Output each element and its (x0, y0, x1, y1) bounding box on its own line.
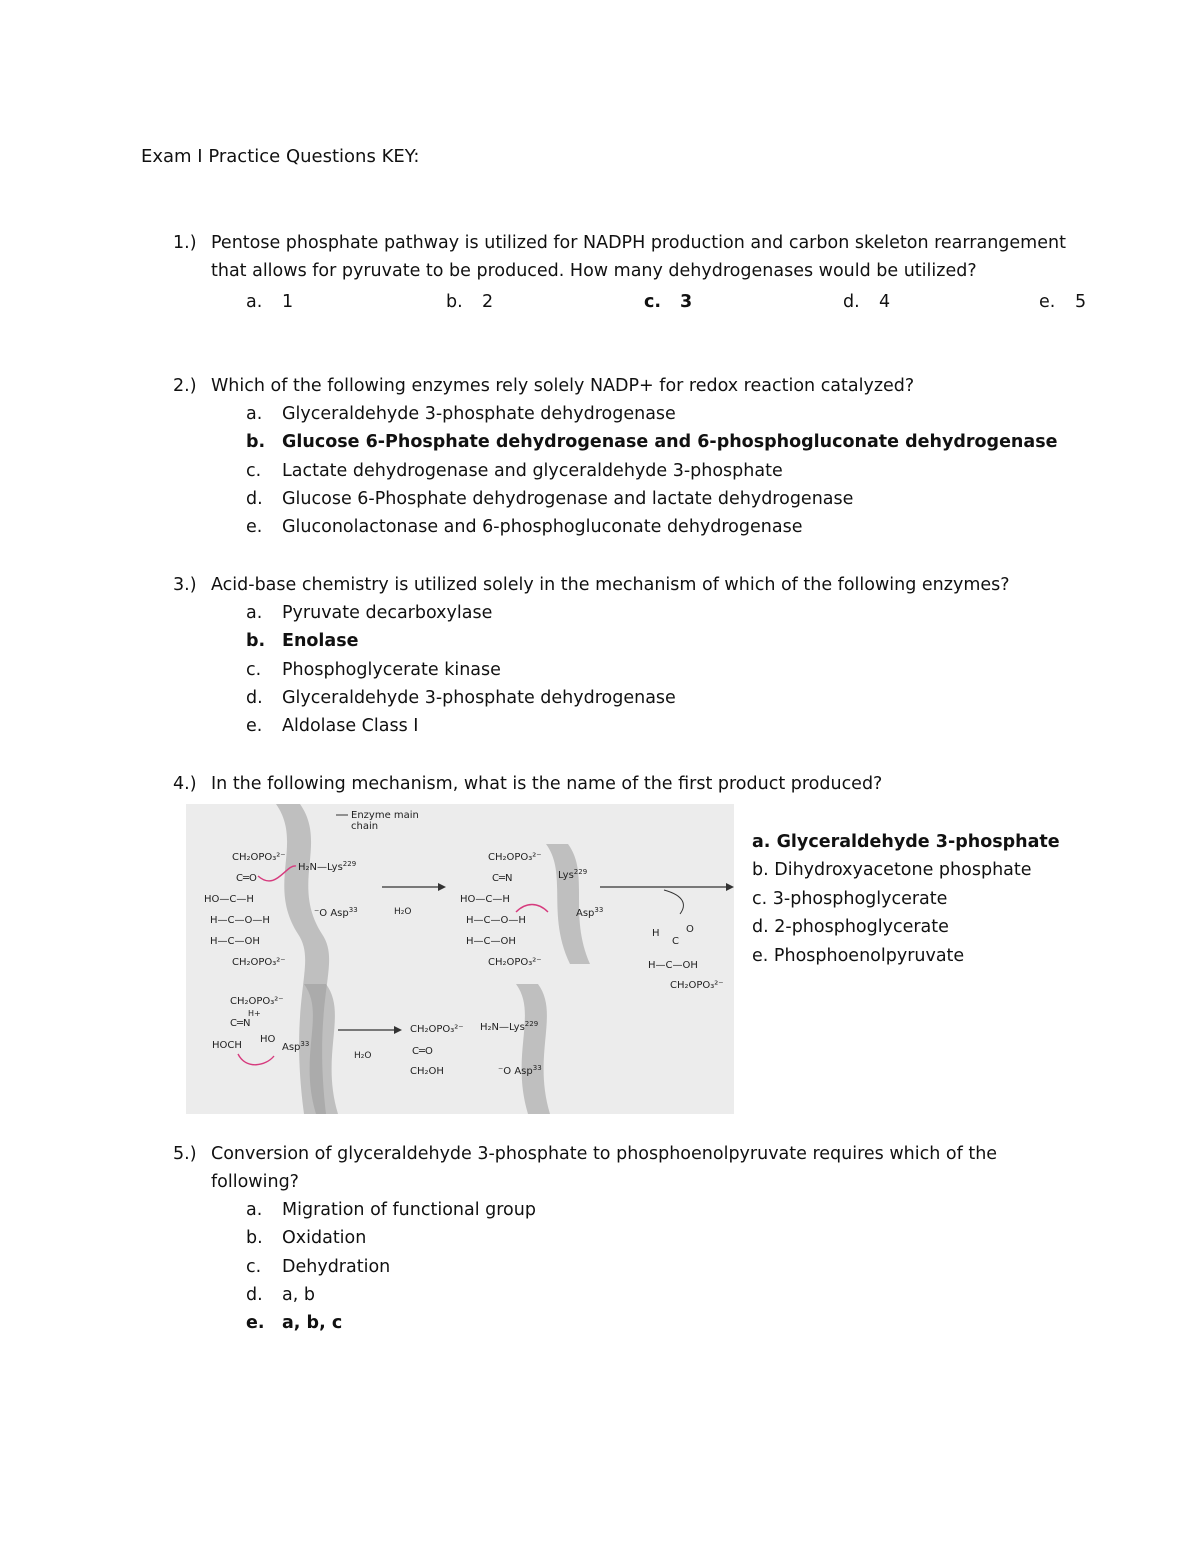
option-a (246, 288, 293, 316)
option-text: Dehydration (282, 1256, 391, 1277)
question-number: 5.) (173, 1144, 197, 1164)
option-text: Glyceraldehyde 3-phosphate dehydrogenase (282, 404, 676, 424)
option-text: 1 (282, 292, 294, 312)
enzyme-chain-ribbon-2 (546, 844, 590, 964)
option-letter: d. (752, 917, 769, 938)
option-a (246, 599, 1073, 627)
option-text: Glucose 6-Phosphate dehydrogenase and lactate dehydrogenase (282, 488, 854, 509)
option-text: Glyceraldehyde 3-phosphate dehydrogenase (282, 687, 676, 708)
option-text: 3 (680, 292, 693, 312)
release-arrow (664, 890, 683, 914)
intermediate-ch2opo3-top: CH₂OPO₃²⁻ (488, 852, 542, 863)
option-letter: a. (246, 292, 263, 312)
option-letter: b. (246, 631, 266, 652)
water-1: H₂O (394, 907, 412, 917)
option-letter: e. (1039, 292, 1056, 312)
option-letter: c. (246, 460, 262, 481)
option-c (246, 1253, 1073, 1281)
option-a-correct (752, 828, 1060, 856)
asp-residue-3: Asp$^{33}$ (282, 1040, 310, 1053)
option-letter: d. (843, 292, 860, 312)
product-h: H (652, 928, 660, 939)
option-text: Migration of functional group (282, 1200, 536, 1220)
dhap-carbonyl: C═O (412, 1046, 433, 1057)
enzyme-label-line2: chain (351, 821, 379, 832)
enamine-ho: HO (260, 1034, 276, 1045)
option-letter: a. (246, 404, 263, 424)
dhap-ch2opo3: CH₂OPO₃²⁻ (410, 1024, 464, 1035)
question-text: In the following mechanism, what is the name of the first product produced? (211, 774, 883, 794)
option-b (752, 856, 1060, 884)
substrate-ho-c-h: HO—C—H (204, 894, 254, 905)
question-number: 1.) (173, 233, 197, 253)
option-letter: b. (246, 1228, 263, 1249)
dhap-ch2oh: CH₂OH (410, 1066, 444, 1077)
option-letter: c. (246, 1256, 262, 1277)
lys-amine-1: H₂N—Lys$^{229}$ (298, 860, 357, 873)
intermediate-h-c-o-h: H—C—O—H (466, 915, 526, 926)
product-carbon: C (672, 936, 679, 947)
option-text: Enolase (282, 631, 359, 652)
product-ch2opo3: CH₂OPO₃²⁻ (670, 980, 724, 991)
enamine-ch2opo3: CH₂OPO₃²⁻ (230, 996, 284, 1007)
arrowhead-1 (438, 883, 446, 891)
option-text: Aldolase Class I (282, 716, 419, 737)
substrate-carbonyl: C═O (236, 873, 257, 884)
question-text: Conversion of glyceraldehyde 3-phosphate to phosphoenolpyruvate requires which of the following? (211, 1144, 998, 1192)
lys-amine-regenerated: H₂N—Lys$^{229}$ (480, 1020, 539, 1033)
option-c (246, 457, 1073, 485)
option-c (246, 656, 1073, 684)
substrate-ch2opo3-bottom: CH₂OPO₃²⁻ (232, 957, 286, 968)
option-text: 4 (879, 292, 891, 312)
substrate-h-c-oh: H—C—OH (210, 936, 260, 947)
question-1 (173, 229, 1087, 318)
option-d (246, 485, 1073, 513)
question-number: 3.) (173, 575, 197, 595)
option-e (1039, 288, 1086, 316)
arrowhead-3 (394, 1026, 402, 1034)
question-2 (173, 372, 1073, 541)
substrate-h-c-o-h: H—C—O—H (210, 915, 270, 926)
option-text: 2 (482, 292, 494, 312)
asp-residue-1: ⁻O Asp$^{33}$ (314, 906, 358, 919)
intermediate-ho-c-h: HO—C—H (460, 894, 510, 905)
option-letter: a. (752, 832, 771, 852)
question-number: 2.) (173, 376, 197, 396)
asp-residue-2: Asp$^{33}$ (576, 906, 604, 919)
option-d (246, 1281, 1073, 1309)
option-letter: c. (644, 292, 662, 312)
question-3 (173, 571, 1073, 740)
question-number: 4.) (173, 774, 197, 794)
arrowhead-2 (726, 883, 734, 891)
option-d (246, 684, 1073, 712)
option-b (246, 1224, 1073, 1252)
option-list (246, 288, 1086, 318)
option-c-correct (644, 288, 692, 316)
option-letter: e. (752, 945, 769, 966)
question-5 (173, 1140, 1073, 1337)
option-e (246, 712, 1073, 740)
option-letter: a. (246, 603, 263, 623)
option-letter: e. (246, 1313, 265, 1334)
option-text: Pyruvate decarboxylase (282, 603, 493, 623)
enamine-imine: C═N (230, 1018, 251, 1029)
electron-arrow-3 (238, 1054, 274, 1065)
intermediate-ch2opo3-bottom: CH₂OPO₃²⁻ (488, 957, 542, 968)
option-letter: a. (246, 1200, 263, 1220)
option-letter: e. (246, 716, 263, 737)
option-text: Phosphoglycerate kinase (282, 659, 501, 680)
asp-residue-regenerated: ⁻O Asp$^{33}$ (498, 1064, 542, 1077)
option-letter: d. (246, 1284, 263, 1305)
product-oxygen: O (686, 924, 694, 935)
option-c (752, 885, 1060, 913)
option-text: Lactate dehydrogenase and glyceraldehyde 3-phosphate (282, 460, 783, 481)
aldolase-mechanism-figure (186, 804, 734, 1114)
option-d (843, 288, 890, 316)
option-text: Oxidation (282, 1228, 367, 1249)
option-text: Glyceraldehyde 3-phosphate (776, 832, 1060, 852)
intermediate-imine: C═N (492, 873, 513, 884)
option-text: a, b, c (282, 1313, 343, 1334)
option-b-correct (246, 428, 1073, 456)
option-letter: c. (752, 888, 768, 909)
option-text: Gluconolactonase and 6-phosphogluconate dehydrogenase (282, 517, 803, 538)
option-letter: d. (246, 488, 263, 509)
option-letter: e. (246, 517, 263, 538)
option-e (752, 942, 1060, 970)
mechanism-diagram (186, 804, 734, 1114)
option-letter: c. (246, 659, 262, 680)
option-letter: b. (752, 860, 769, 881)
option-text: 2-phosphoglycerate (774, 917, 949, 938)
question-text: Which of the following enzymes rely solely NADP+ for redox reaction catalyzed? (211, 376, 915, 396)
option-d (752, 913, 1060, 941)
option-text: Phosphoenolpyruvate (773, 945, 965, 966)
intermediate-h-c-oh: H—C—OH (466, 936, 516, 947)
lys-residue-2: Lys$^{229}$ (558, 868, 588, 881)
option-text: 5 (1075, 292, 1087, 312)
option-letter: b. (446, 292, 463, 312)
electron-arrow-2 (516, 905, 548, 913)
question-text: Acid-base chemistry is utilized solely in the mechanism of which of the following enzymes? (211, 575, 1010, 595)
question-4-options (752, 828, 1060, 970)
option-e (246, 513, 1073, 541)
option-a (246, 1196, 1073, 1224)
option-text: Dihydroxyacetone phosphate (774, 860, 1032, 881)
option-e-correct (246, 1309, 1073, 1337)
option-b (446, 288, 493, 316)
substrate-ch2opo3-top: CH₂OPO₃²⁻ (232, 852, 286, 863)
question-4 (173, 770, 1073, 798)
enzyme-label-line1: Enzyme main (351, 810, 419, 821)
option-b-correct (246, 627, 1073, 655)
option-text: Glucose 6-Phosphate dehydrogenase and 6-phosphogluconate dehydrogenase (282, 432, 1058, 453)
option-text: a, b (282, 1284, 315, 1305)
document-title: Exam I Practice Questions KEY: (141, 146, 420, 167)
option-text: 3-phosphoglycerate (772, 888, 948, 909)
option-letter: d. (246, 687, 263, 708)
water-2: H₂O (354, 1051, 372, 1061)
enzyme-chain-ribbon-4 (516, 984, 550, 1114)
question-text: Pentose phosphate pathway is utilized for NADPH production and carbon skeleton rearrangement that allows for pyruvate to be produced. How many dehydrogenases would be utilized? (211, 233, 1066, 281)
enamine-h-plus: H+ (248, 1009, 261, 1018)
enamine-hoch: HOCH (212, 1040, 242, 1051)
option-a (246, 400, 1073, 428)
product-h-c-oh: H—C—OH (648, 960, 698, 971)
option-letter: b. (246, 432, 266, 453)
